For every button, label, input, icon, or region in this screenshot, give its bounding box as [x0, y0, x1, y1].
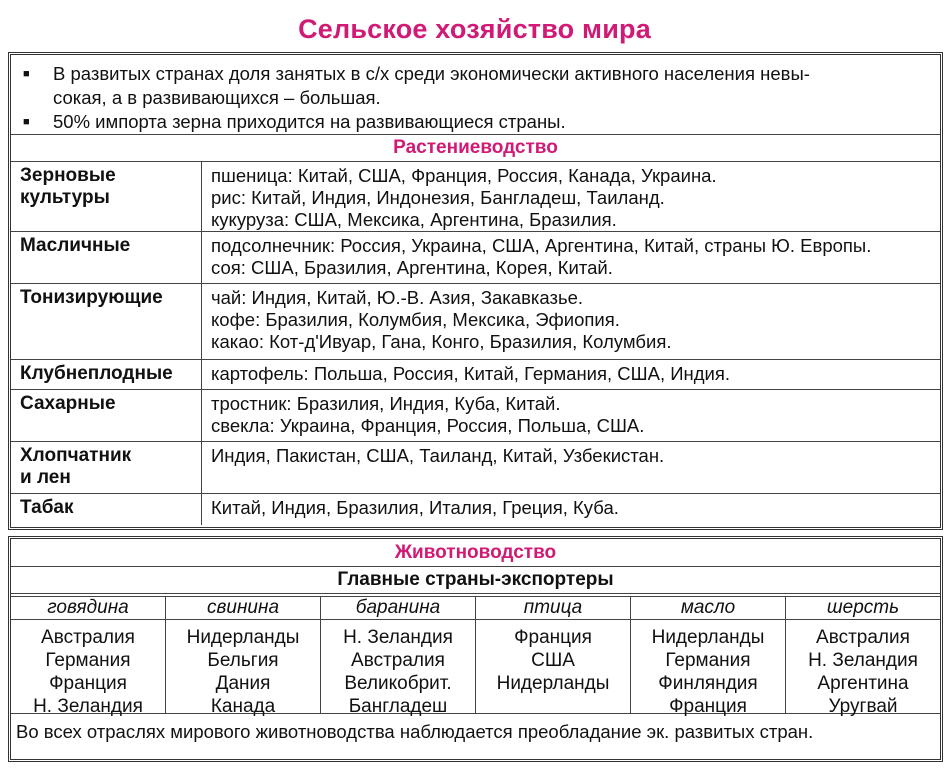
- crop-line: свекла: Украина, Франция, Россия, Польша, США.: [211, 415, 645, 436]
- exporter-list: [631, 620, 785, 718]
- exporter-country: Нидерланды: [496, 673, 610, 694]
- exporter-country: Дания: [215, 673, 271, 694]
- exporter-country: Франция: [669, 696, 747, 717]
- crop-line: Китай, Индия, Бразилия, Италия, Греция, Куба.: [211, 497, 619, 518]
- crop-countries: [202, 442, 940, 493]
- exporter-country: Аргентина: [817, 673, 909, 694]
- plant-section-title: Растениеводство: [11, 135, 940, 162]
- note-text: [53, 110, 566, 134]
- exporters-column-mutton: [321, 596, 476, 717]
- crop-name-line: Клубнеплодные: [20, 363, 173, 384]
- exporter-list: [321, 620, 475, 718]
- square-bullet-icon: ■: [23, 116, 30, 128]
- crop-name: [11, 390, 202, 441]
- notes-list: [11, 55, 940, 135]
- note-line: сокая, а в развивающихся – большая.: [53, 87, 381, 108]
- exporter-country: Германия: [665, 650, 751, 671]
- crop-name: [11, 442, 202, 493]
- crop-name-line: и лен: [20, 467, 71, 488]
- crop-name-line: Хлопчатник: [20, 445, 132, 466]
- note-item: [23, 110, 940, 134]
- crop-name-line: Тонизирующие: [20, 287, 163, 308]
- exporter-country: США: [531, 650, 575, 671]
- exporters-table: [11, 594, 940, 717]
- crop-line: Индия, Пакистан, США, Таиланд, Китай, Узбекистан.: [211, 445, 665, 466]
- exporter-country: Нидерланды: [651, 627, 765, 648]
- crop-line: подсолнечник: Россия, Украина, США, Аргентина, Китай, страны Ю. Европы.: [211, 235, 872, 256]
- livestock-block: [8, 536, 943, 762]
- exporter-country: Австралия: [41, 627, 135, 648]
- exporter-country: Франция: [514, 627, 592, 648]
- crop-name-line: Табак: [20, 497, 74, 518]
- exporter-country: Франция: [49, 673, 127, 694]
- crop-row-grain: [11, 162, 940, 232]
- crop-line: кофе: Бразилия, Колумбия, Мексика, Эфиопия.: [211, 309, 620, 330]
- crop-row-oilseeds: [11, 232, 940, 284]
- exporter-country: Австралия: [816, 627, 910, 648]
- livestock-section-title: Животноводство: [11, 539, 940, 567]
- livestock-subtitle: Главные страны-экспортеры: [11, 567, 940, 594]
- exporters-column-butter: [631, 596, 786, 717]
- exporter-country: Германия: [45, 650, 131, 671]
- crop-name-line: Масличные: [20, 235, 131, 256]
- exporter-list: [166, 620, 320, 718]
- product-name: свинина: [166, 596, 320, 620]
- exporters-column-beef: [11, 596, 166, 717]
- note-line: 50% импорта зерна приходится на развивающиеся страны.: [53, 111, 566, 132]
- note-item: [23, 62, 940, 110]
- crop-name: [11, 232, 202, 283]
- product-name: птица: [476, 596, 630, 620]
- exporter-country: Великобрит.: [344, 673, 452, 694]
- exporter-list: [786, 620, 940, 718]
- page-title: Сельское хозяйство мира: [298, 14, 651, 44]
- crop-row-tobacco: [11, 494, 940, 525]
- crop-countries: [202, 390, 940, 441]
- note-text: [53, 62, 810, 110]
- crop-line: соя: США, Бразилия, Аргентина, Корея, Китай.: [211, 257, 613, 278]
- crop-name: [11, 284, 202, 359]
- exporters-column-pork: [166, 596, 321, 717]
- crop-countries: [202, 284, 940, 359]
- crop-row-sugar: [11, 390, 940, 442]
- crop-line: чай: Индия, Китай, Ю.-В. Азия, Закавказье.: [211, 287, 584, 308]
- exporter-list: [476, 620, 630, 695]
- crop-name-line: Сахарные: [20, 393, 116, 414]
- crop-countries: [202, 232, 940, 283]
- exporter-country: Н. Зеландия: [33, 696, 143, 717]
- livestock-footer-note: Во всех отраслях мирового животноводства наблюдается преобладание эк. развитых стран.: [16, 721, 814, 742]
- exporter-country: Бангладеш: [348, 696, 448, 717]
- exporter-list: [11, 620, 165, 718]
- crop-row-fiber: [11, 442, 940, 494]
- crop-name-line: Зерновые: [20, 165, 116, 186]
- crop-name: [11, 360, 202, 389]
- plant-growing-block: [8, 52, 943, 530]
- note-line: В развитых странах доля занятых в с/х среди экономически активного населения невы-: [53, 63, 810, 84]
- exporter-country: Нидерланды: [186, 627, 300, 648]
- crop-line: картофель: Польша, Россия, Китай, Германия, США, Индия.: [211, 363, 731, 384]
- crop-countries: [202, 162, 940, 231]
- square-bullet-icon: ■: [23, 68, 30, 80]
- exporter-country: Н. Зеландия: [343, 627, 453, 648]
- exporter-country: Финляндия: [658, 673, 758, 694]
- crop-line: кукуруза: США, Мексика, Аргентина, Бразилия.: [211, 209, 617, 230]
- exporters-column-poultry: [476, 596, 631, 713]
- product-name: говядина: [11, 596, 165, 620]
- exporter-country: Канада: [210, 696, 276, 717]
- crop-countries: [202, 360, 940, 389]
- crop-line: какао: Кот-д'Ивуар, Гана, Конго, Бразилия, Колумбия.: [211, 331, 672, 352]
- crop-countries: [202, 494, 940, 525]
- crop-line: пшеница: Китай, США, Франция, Россия, Канада, Украина.: [211, 165, 717, 186]
- exporter-country: Н. Зеландия: [808, 650, 918, 671]
- crop-row-tonic: [11, 284, 940, 360]
- crop-name-line: культуры: [20, 187, 110, 208]
- crop-name: [11, 494, 202, 525]
- crop-row-tubers: [11, 360, 940, 390]
- crop-name: [11, 162, 202, 231]
- product-name: шерсть: [786, 596, 940, 620]
- product-name: масло: [631, 596, 785, 620]
- exporter-country: Бельгия: [207, 650, 279, 671]
- product-name: баранина: [321, 596, 475, 620]
- exporter-country: Австралия: [351, 650, 445, 671]
- exporters-column-wool: [786, 596, 940, 717]
- exporter-country: Уругвай: [828, 696, 898, 717]
- crop-line: тростник: Бразилия, Индия, Куба, Китай.: [211, 393, 561, 414]
- crop-line: рис: Китай, Индия, Индонезия, Бангладеш, Таиланд.: [211, 187, 665, 208]
